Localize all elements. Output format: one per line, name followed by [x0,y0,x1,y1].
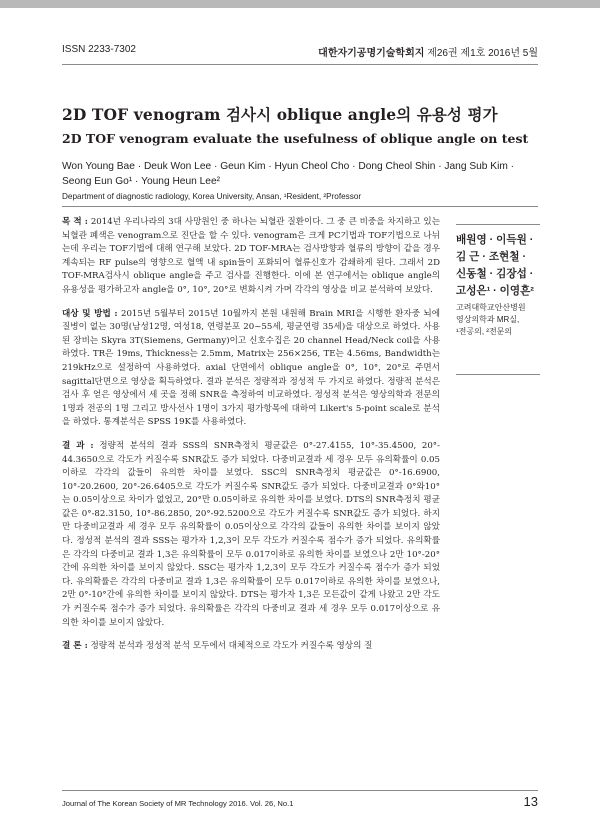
top-gray-bar [0,0,600,8]
journal-issue-header [318,44,538,59]
korean-affiliation [456,302,552,338]
footer-divider [62,790,538,791]
korean-author-names [456,232,552,300]
author-list [62,159,542,189]
affiliation-line: 영상의학과 MR실, [456,315,520,324]
title-english: 2D TOF venogram evaluate the usefulness of oblique angle on test [62,131,529,146]
affiliation-divider [62,206,538,207]
journal-name: 대한자기공명기술학회지 [318,48,425,59]
affiliation: Department of diagnostic radiology, Korea University, Ansan, ¹Resident, ²Professor [62,192,362,201]
section-text: 2015년 5월부터 2015년 10월까지 본원 내원해 Brain MRI을 시행한 환자중 뇌에 질병이 없는 30명(남성12명, 여성18, 연령분포 20~55세, 평균연령 35세)을 대상으로 하였다. 사용된 장비는 Skyra 3T(Siemens, Germany)이고 신호수집은 20 channel Head/Neck coil을 사용하였다. TR은 19ms, Thickness는 2.5mm, Matrix는 256×256, TE는 4.56ms, Bandwidth는 219kHz으로 설정하여 사용하였다. axial 단면에서 oblique angle을 0°, 10°, 20°로 주면서 sagittal단면으로 영상을 획득하였다. 결과 분석은 정량적과 정성적 두 가지로 하였다. 정량적 분석은 검사 후 얻은 영상에서 세 곳을 정해 SNR을 측정하여 비교하였다. 정성적 분석은 영상의학과 전문의 1명과 전공의 1명 그리고 방사선사 1명이 3가지 평가항목에 대하여 Likert's 5-point scale로 분석을 하였다. 통계분석은 SPSS 19K를 사용하였다. [62,308,441,428]
section-text: 2014년 우리나라의 3대 사망원인 중 하나는 뇌혈관 질환이다. 그 중 큰 비중을 차지하고 있는 뇌혈관 폐색은 venogram으로 진단을 할 수 있다. venogram은 크게 PC기법과 TOF기법으로 나뉘는데 우리는 TOF기법에 대해 연구해 보았다. 2D TOF-MRA는 검사방향과 혈류의 방향이 같을 경우 계속되는 RF pulse의 영향으로 혈액 내 spin들이 포화되어 혈류신호가 감쇄하게 된다. 그래서 2D TOF-MRA검사시 oblique angle을 주고 검사를 진행한다. 이에 본 연구에서는 oblique angle의 유용성을 평가하고자 angle을 0°, 10°, 20°로 변화시켜 가며 각각의 영상을 비교 분석하여 보았다. [62,217,440,295]
authors-line-1: Won Young Bae · Deuk Won Lee · Geun Kim · Hyun Cheol Cho · Dong Cheol Shin · Jang Sub Kim · [62,161,515,172]
sidebar-bottom-divider [456,374,540,375]
footer-journal: Journal of The Korean Society of MR Technology 2016. Vol. 26, No.1 [62,799,294,808]
abstract [62,216,440,664]
page-number: 13 [523,794,538,809]
section-label: 결 론 : [62,641,88,652]
sidebar-authors [456,232,552,338]
affiliation-line: 고려대학교안산병원 [456,303,526,312]
issue-info: 제26권 제1호 2016년 5월 [427,48,538,59]
section-label: 목 적 : [62,217,88,227]
abstract-purpose [62,216,440,298]
sidebar-top-divider [456,224,540,225]
abstract-conclusion [62,640,440,654]
abstract-methods [62,308,440,430]
authors-line-2: Seong Eun Go¹ · Young Heun Lee² [62,176,221,187]
author-names-line: 고성은¹ · 이영흔² [456,285,534,297]
abstract-results [62,440,440,630]
author-names-line: 김 근 · 조현철 · [456,251,526,263]
author-names-line: 신동철 · 김장섭 · [456,268,534,280]
affiliation-line: ¹전공의, ²전문의 [456,327,513,336]
issn: ISSN 2233-7302 [62,44,136,55]
title-korean: 2D TOF venogram 검사시 oblique angle의 유용성 평가 [62,105,498,124]
section-label: 대상 및 방법 : [62,308,118,319]
header-divider [62,64,538,65]
section-text: 정량적 분석과 정성적 분석 모두에서 대체적으로 각도가 커질수록 영상의 질 [90,641,373,652]
section-label: 결 과 : [62,440,94,451]
author-names-line: 배원영 · 이득원 · [456,234,534,246]
section-text: 정량적 분석의 결과 SSS의 SNR측정치 평균값은 0°-27.4155, 10°-35.4500, 20°- 44.3650으로 각도가 커질수록 SNR값도 증가 되었다. 다중비교결과 세 경우 모두 유의확률이 0.05이하로 각각의 값들이 유의한 차이를 보였다. SSC의 SNR측정치 평균값은 0°-16.6900, 10°-20.2600, 20°-26.6405으로 각도가 커질수록 SNR값도 증가 되었다. 다중비교결과 0°와10°는 0.05이상으로 차이가 없었고, 20°만 0.05이하로 유의한 차이를 보였다. DTS의 SNR측정치 평균값은 0°-82.3150, 10°-86.2850, 20°-92.5200으로 각도가 커질수록 SNR값도 증가 되었다. 하지만 다중비교결과 세 경우 모두 유의확률이 0.05이상으로 각각의 값들이 유의한 차이를 보이지 않았다. 정성적 분석의 결과 SSS는 평가자 1,2,3이 모두 각도가 커질수록 점수가 증가 되었다. 유의확률은 각각의 다중비교 결과 1,3은 유의확률이 모두 0.017이하로 유의한 차이를 보였으나 2만 10°-20°간에 유의한 차이를 보이지 않았다. SSC는 평가자 1,2,3이 모두 각도가 커질수록 점수가 증가 되었다. 유의확률은 각각의 다중비교 결과 1,3은 유의확률이 모두 0.017이하로 유의한 차이를 보였으나, 2만 0°-10°간에 유의한 차이를 보이지 않았다. DTS는 평가자 1,3은 모든값이 같게 나왔고 2만 각도가 커질수록 점수가 증가 되었다. 유의확률은 각각의 다중비교 결과 세 경우 모두 0.017이상으로 유의한 차이를 보이지 않았다. [62,440,441,628]
